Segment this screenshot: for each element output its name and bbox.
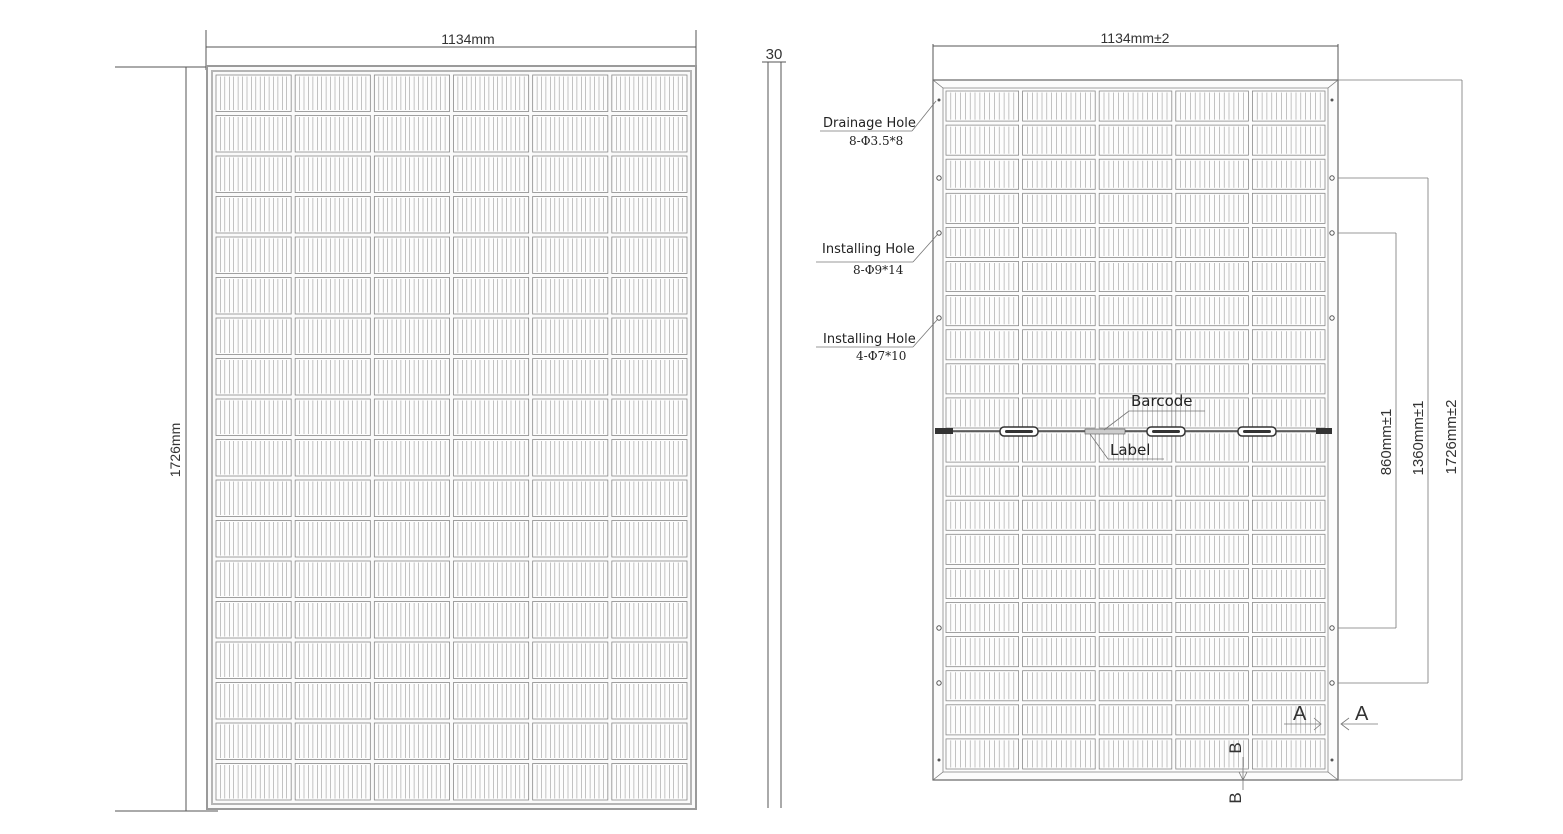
front-cell	[374, 116, 449, 153]
front-cell	[216, 156, 291, 193]
rear-cell	[1176, 568, 1249, 598]
front-cell	[533, 440, 608, 477]
front-cell	[374, 480, 449, 517]
rear-cell	[946, 262, 1019, 292]
barcode-strip	[1085, 429, 1125, 434]
front-cell	[454, 521, 529, 558]
front-cell	[612, 318, 687, 355]
rear-cell	[1176, 364, 1249, 394]
junction-box-middle-inner	[1152, 430, 1180, 433]
rear-cell	[1023, 568, 1096, 598]
rear-cell	[1099, 603, 1172, 633]
rear-cell	[1252, 534, 1325, 564]
rear-cell	[946, 398, 1019, 428]
front-cell	[374, 602, 449, 639]
front-cell	[374, 197, 449, 234]
rear-cell	[1099, 466, 1172, 496]
rear-cell	[946, 637, 1019, 667]
front-cell	[454, 683, 529, 720]
rear-cell	[1252, 91, 1325, 121]
front-cell	[374, 723, 449, 760]
front-cell	[612, 440, 687, 477]
front-cell	[374, 156, 449, 193]
front-cell	[612, 359, 687, 396]
rear-cell	[1252, 671, 1325, 701]
front-cell	[374, 237, 449, 274]
front-cell	[295, 683, 370, 720]
rear-cell	[1023, 500, 1096, 530]
drain-hole-left-top	[938, 99, 941, 102]
rear-cell	[1252, 296, 1325, 326]
rear-cell	[1099, 159, 1172, 189]
front-cell	[295, 359, 370, 396]
front-cell	[295, 440, 370, 477]
front-cell	[216, 399, 291, 436]
installing-hole-1-spec: 8-Φ9*14	[853, 263, 904, 277]
rear-cell	[1252, 398, 1325, 428]
front-cell	[216, 683, 291, 720]
dim-1726-label: 1726mm±2	[1443, 399, 1460, 475]
rear-cell	[946, 364, 1019, 394]
front-view	[115, 30, 696, 811]
rear-cell	[1023, 159, 1096, 189]
rear-cell	[1176, 500, 1249, 530]
drain-hole-right-bottom	[1331, 759, 1334, 762]
rear-cell	[1176, 262, 1249, 292]
front-cell	[216, 237, 291, 274]
rear-cell	[1176, 466, 1249, 496]
front-cell	[454, 764, 529, 801]
front-cell	[216, 75, 291, 112]
rear-cell	[946, 330, 1019, 360]
rear-cell	[1252, 466, 1325, 496]
front-cell	[454, 75, 529, 112]
rear-cell	[946, 568, 1019, 598]
front-cell	[216, 318, 291, 355]
callout-drainage-hole	[820, 101, 936, 148]
rear-cell	[946, 705, 1019, 735]
front-cell	[295, 278, 370, 315]
front-cell	[533, 723, 608, 760]
rear-cell	[946, 534, 1019, 564]
front-cell	[454, 359, 529, 396]
rear-cell	[1252, 739, 1325, 769]
rear-cell	[1176, 296, 1249, 326]
front-cell	[216, 278, 291, 315]
front-cell	[454, 480, 529, 517]
installing-hole-2-spec: 4-Φ7*10	[856, 349, 907, 363]
rear-cell	[1252, 125, 1325, 155]
junction-box-right-inner	[1243, 430, 1271, 433]
front-cell	[533, 278, 608, 315]
rear-cell	[1099, 91, 1172, 121]
front-cell	[454, 642, 529, 679]
front-cell	[216, 440, 291, 477]
rear-cell	[1176, 671, 1249, 701]
front-cell	[533, 602, 608, 639]
front-cell	[216, 764, 291, 801]
section-b-label: B	[1226, 742, 1245, 754]
rear-cell	[1176, 534, 1249, 564]
front-cell	[454, 318, 529, 355]
rear-cell	[1252, 193, 1325, 223]
front-cell	[533, 480, 608, 517]
front-cell	[216, 116, 291, 153]
front-cell	[454, 116, 529, 153]
hole-right-4	[1330, 626, 1334, 630]
front-cell	[374, 359, 449, 396]
rear-cell	[1176, 159, 1249, 189]
side-view	[762, 46, 786, 808]
front-cell	[612, 683, 687, 720]
drainage-hole-title: Drainage Hole	[823, 116, 916, 131]
front-cell	[612, 237, 687, 274]
section-a-label: A	[1293, 703, 1307, 725]
front-cell	[216, 480, 291, 517]
rear-cell	[1099, 500, 1172, 530]
drainage-hole-spec: 8-Φ3.5*8	[849, 134, 904, 148]
rear-cell	[1023, 364, 1096, 394]
front-cell	[533, 116, 608, 153]
rear-cell	[946, 500, 1019, 530]
connector-left	[935, 428, 953, 434]
rear-cell	[1176, 91, 1249, 121]
front-cell	[295, 237, 370, 274]
rear-cell	[1176, 125, 1249, 155]
front-cell	[612, 156, 687, 193]
front-cell	[612, 764, 687, 801]
front-cell	[533, 399, 608, 436]
front-cell	[216, 561, 291, 598]
rear-cell	[1252, 603, 1325, 633]
rear-cell	[946, 91, 1019, 121]
section-b2-label: B	[1226, 792, 1245, 804]
rear-cell	[1023, 227, 1096, 257]
front-cell	[454, 278, 529, 315]
rear-cell	[1099, 364, 1172, 394]
front-cell	[374, 764, 449, 801]
rear-cell	[1252, 262, 1325, 292]
front-cell	[374, 318, 449, 355]
installing-hole-1-title: Installing Hole	[822, 242, 915, 257]
front-cell	[216, 642, 291, 679]
label-label: Label	[1110, 441, 1151, 459]
rear-cell	[1099, 296, 1172, 326]
front-cell	[454, 440, 529, 477]
front-cell	[295, 521, 370, 558]
hole-right-1	[1330, 176, 1334, 180]
rear-vertical-dimensions	[1338, 80, 1462, 780]
front-cell	[216, 521, 291, 558]
rear-cell	[946, 125, 1019, 155]
rear-cell	[1023, 398, 1096, 428]
front-cell	[374, 75, 449, 112]
rear-cell	[946, 159, 1019, 189]
front-cell	[533, 764, 608, 801]
rear-cell	[1023, 296, 1096, 326]
dim-1360-label: 1360mm±1	[1410, 400, 1427, 476]
front-cell	[454, 197, 529, 234]
rear-cell	[1252, 227, 1325, 257]
front-cell	[612, 278, 687, 315]
front-cell	[295, 561, 370, 598]
rear-cell	[946, 603, 1019, 633]
front-cell	[295, 723, 370, 760]
front-cell	[612, 561, 687, 598]
rear-cell	[946, 739, 1019, 769]
rear-cell	[1099, 227, 1172, 257]
front-cell	[374, 399, 449, 436]
barcode-label: Barcode	[1131, 392, 1193, 410]
callout-installing-hole-1	[816, 235, 937, 277]
front-cell	[454, 399, 529, 436]
rear-cell	[1023, 603, 1096, 633]
hole-left-3	[937, 316, 941, 320]
rear-cell	[1252, 568, 1325, 598]
connector-right	[1316, 428, 1332, 434]
front-cell	[295, 602, 370, 639]
rear-cell	[946, 296, 1019, 326]
rear-cell	[1023, 193, 1096, 223]
rear-cell	[946, 193, 1019, 223]
rear-cell	[1023, 705, 1096, 735]
front-cell	[295, 318, 370, 355]
front-cell	[533, 318, 608, 355]
drain-hole-right-top	[1331, 99, 1334, 102]
front-cell	[454, 723, 529, 760]
rear-cell	[1023, 466, 1096, 496]
front-cell	[216, 359, 291, 396]
rear-cell	[1023, 330, 1096, 360]
rear-cell	[1099, 193, 1172, 223]
rear-cell	[1252, 330, 1325, 360]
front-cell	[295, 116, 370, 153]
front-cell	[533, 156, 608, 193]
rear-cell	[1023, 534, 1096, 564]
front-cell	[533, 75, 608, 112]
rear-width-label: 1134mm±2	[1100, 30, 1170, 46]
front-cell	[454, 561, 529, 598]
rear-cell	[1023, 739, 1096, 769]
front-cell	[612, 642, 687, 679]
rear-cell	[1099, 262, 1172, 292]
hole-left-2	[937, 231, 941, 235]
front-cell	[533, 561, 608, 598]
rear-cell	[1023, 91, 1096, 121]
rear-cell	[1252, 364, 1325, 394]
rear-cell	[946, 466, 1019, 496]
rear-cell	[1023, 262, 1096, 292]
rear-cell	[1099, 568, 1172, 598]
hole-right-5	[1330, 681, 1334, 685]
front-cell	[216, 723, 291, 760]
front-cell	[216, 602, 291, 639]
front-cell	[454, 237, 529, 274]
hole-right-2	[1330, 231, 1334, 235]
rear-cell	[1099, 739, 1172, 769]
front-cell	[295, 480, 370, 517]
rear-cell	[1176, 193, 1249, 223]
rear-cell	[1176, 432, 1249, 462]
rear-cell	[1099, 637, 1172, 667]
section-a2-label: A	[1355, 703, 1369, 725]
front-width-label: 1134mm	[441, 31, 495, 47]
front-cell	[295, 197, 370, 234]
front-cell	[612, 723, 687, 760]
front-cell	[612, 399, 687, 436]
rear-cell	[1023, 637, 1096, 667]
rear-cell	[1099, 330, 1172, 360]
front-cell	[533, 197, 608, 234]
front-cell	[612, 480, 687, 517]
front-cell	[454, 156, 529, 193]
junction-box-left-inner	[1005, 430, 1033, 433]
front-cell	[374, 683, 449, 720]
front-cell	[295, 642, 370, 679]
front-cell	[612, 116, 687, 153]
front-cell	[295, 75, 370, 112]
rear-cell	[1099, 534, 1172, 564]
drain-hole-left-bottom	[938, 759, 941, 762]
rear-cell	[1099, 125, 1172, 155]
hole-left-4	[937, 626, 941, 630]
front-cell	[374, 521, 449, 558]
rear-cell	[1176, 227, 1249, 257]
front-cell	[295, 764, 370, 801]
rear-cell	[1252, 705, 1325, 735]
front-cell	[612, 197, 687, 234]
front-cell	[216, 197, 291, 234]
front-cell	[374, 278, 449, 315]
rear-cell	[1176, 705, 1249, 735]
front-cell	[295, 156, 370, 193]
front-cell	[612, 75, 687, 112]
front-cell	[533, 683, 608, 720]
front-height-label: 1726mm	[167, 422, 183, 478]
front-cell	[612, 521, 687, 558]
rear-cell	[1023, 125, 1096, 155]
front-cell	[533, 237, 608, 274]
rear-cell	[1176, 637, 1249, 667]
front-cell	[295, 399, 370, 436]
rear-cell	[1252, 500, 1325, 530]
rear-cell	[1176, 603, 1249, 633]
rear-cell	[1252, 637, 1325, 667]
rear-cell	[1099, 705, 1172, 735]
rear-cell	[1099, 671, 1172, 701]
front-cell	[374, 440, 449, 477]
front-cell	[533, 521, 608, 558]
rear-cell	[946, 671, 1019, 701]
hole-left-5	[937, 681, 941, 685]
hole-left-1	[937, 176, 941, 180]
rear-view	[816, 30, 1462, 804]
rear-cell	[946, 227, 1019, 257]
front-cell	[533, 359, 608, 396]
rear-cell	[1176, 330, 1249, 360]
rear-cell	[1023, 671, 1096, 701]
front-cell	[374, 561, 449, 598]
rear-cell	[1252, 159, 1325, 189]
front-cell	[612, 602, 687, 639]
callout-installing-hole-2	[816, 320, 937, 363]
front-cell	[374, 642, 449, 679]
front-cell	[454, 602, 529, 639]
hole-right-3	[1330, 316, 1334, 320]
front-cell	[533, 642, 608, 679]
installing-hole-2-title: Installing Hole	[823, 332, 916, 347]
dim-860-label: 860mm±1	[1378, 408, 1395, 476]
side-thickness-label: 30	[765, 46, 783, 63]
